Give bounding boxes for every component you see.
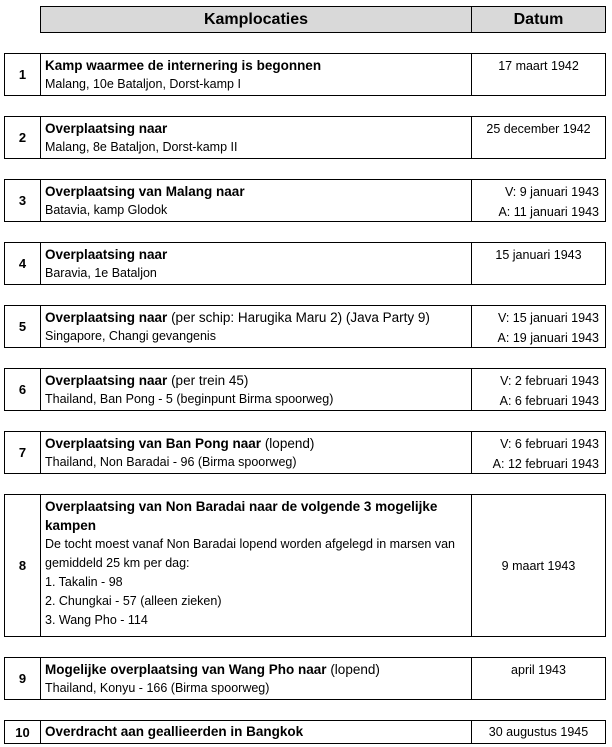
row-line: Singapore, Changi gevangenis [45,329,216,343]
table-row [4,431,606,474]
row-description [41,495,472,636]
date-line: V: 15 januari 1943 [497,311,599,325]
table-row [4,494,606,637]
date-line: A: 12 februari 1943 [492,457,599,471]
row-description [41,306,472,347]
row-date [472,243,605,284]
row-line: De tocht moest vanaf Non Baradai lopend worden afgelegd in marsen van gemiddeld 25 km per dag: [45,537,455,570]
row-line: Thailand, Ban Pong - 5 (beginpunt Birma spoorweg) [45,392,334,406]
row-number: 8 [5,495,41,636]
row-date [472,117,605,158]
row-date [472,306,605,347]
row-number: 5 [5,306,41,347]
date-line: 15 januari 1943 [495,248,582,262]
date-line: 30 augustus 1945 [488,725,589,739]
table-row [4,242,606,285]
row-line: Batavia, kamp Glodok [45,203,168,217]
row-description [41,658,472,699]
row-title: Overdracht aan geallieerden in Bangkok [45,724,304,739]
row-line: Malang, 8e Bataljon, Dorst-kamp II [45,140,238,154]
row-number: 3 [5,180,41,221]
row-line: 2. Chungkai - 57 (alleen zieken) [45,594,222,608]
row-title: Overplaatsing naar (per trein 45) [45,373,249,388]
row-number: 4 [5,243,41,284]
row-date [472,180,605,221]
row-date [472,658,605,699]
row-description [41,369,472,410]
row-line: Malang, 10e Bataljon, Dorst-kamp I [45,77,241,91]
row-description [41,117,472,158]
row-date [472,54,605,95]
row-description [41,54,472,95]
row-date [472,721,605,743]
row-title: Overplaatsing naar (per schip: Harugika Maru 2) (Java Party 9) [45,310,430,325]
row-note: (per schip: Harugika Maru 2) (Java Party 9) [167,310,430,325]
table-row [4,179,606,222]
row-title: Overplaatsing van Malang naar [45,184,245,199]
table-row [4,720,606,744]
row-date [472,369,605,410]
row-number: 1 [5,54,41,95]
date-line: april 1943 [511,663,566,677]
table-row [4,657,606,700]
row-note: (per trein 45) [167,373,249,388]
row-description [41,721,472,743]
row-line: Baravia, 1e Bataljon [45,266,157,280]
row-date [472,495,605,636]
row-description [41,432,472,473]
header-kamplocaties: Kamplocaties [41,7,472,32]
row-line: Thailand, Konyu - 166 (Birma spoorweg) [45,681,270,695]
table-row [4,305,606,348]
table-header [40,6,606,33]
row-description [41,243,472,284]
date-line: V: 9 januari 1943 [504,185,599,199]
row-title: Overplaatsing naar [45,247,168,262]
date-line: A: 19 januari 1943 [497,331,599,345]
row-line: 3. Wang Pho - 114 [45,613,148,627]
row-number: 10 [5,721,41,743]
row-note: (lopend) [326,662,380,677]
row-title: Overplaatsing naar [45,121,168,136]
row-number: 2 [5,117,41,158]
row-number: 6 [5,369,41,410]
row-title: Overplaatsing van Non Baradai naar de volgende 3 mogelijke kampen [45,499,438,533]
row-line: Thailand, Non Baradai - 96 (Birma spoorweg) [45,455,297,469]
row-line: 1. Takalin - 98 [45,575,123,589]
row-title: Overplaatsing van Ban Pong naar (lopend) [45,436,315,451]
row-number: 7 [5,432,41,473]
date-line: A: 6 februari 1943 [499,394,599,408]
row-note: (lopend) [261,436,315,451]
date-line: 17 maart 1942 [498,59,579,73]
row-title: Mogelijke overplaatsing van Wang Pho naar (lopend) [45,662,380,677]
row-number: 9 [5,658,41,699]
date-line: V: 6 februari 1943 [500,437,599,451]
row-title: Kamp waarmee de internering is begonnen [45,58,322,73]
date-line: V: 2 februari 1943 [500,374,599,388]
date-line: A: 11 januari 1943 [498,205,599,219]
date-line: 9 maart 1943 [501,558,576,573]
date-line: 25 december 1942 [486,122,591,136]
row-date [472,432,605,473]
table-row [4,53,606,96]
header-datum: Datum [513,10,564,28]
row-description [41,180,472,221]
table-row [4,368,606,411]
table-row [4,116,606,159]
